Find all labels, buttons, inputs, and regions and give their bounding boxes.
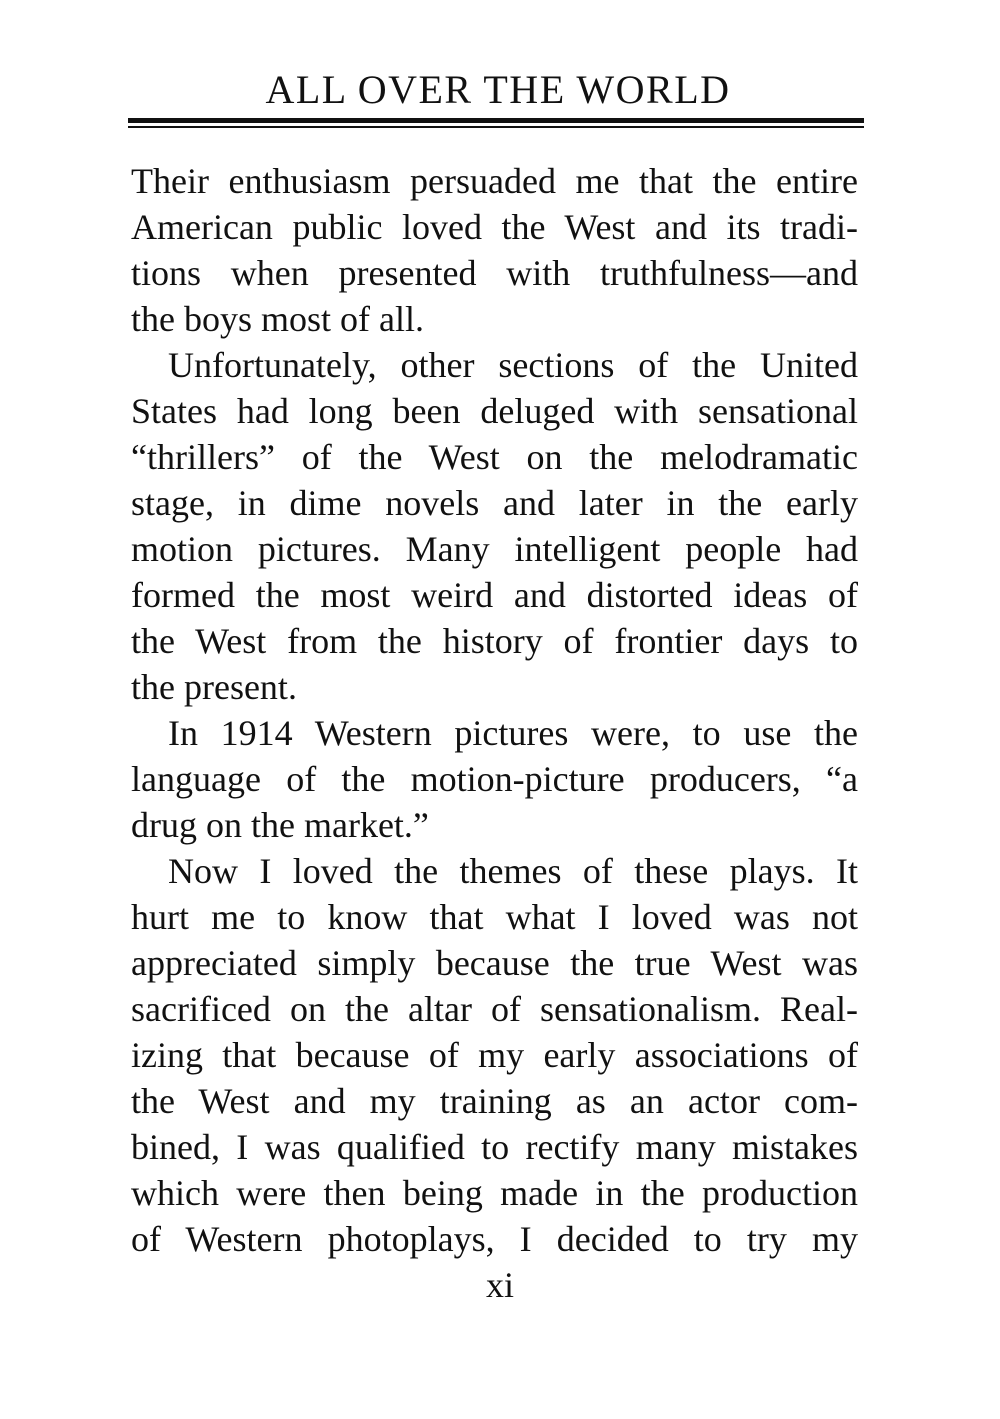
text-line: which were then being made in the production [131, 1173, 858, 1213]
text-line: formed the most weird and distorted ideas of [131, 575, 858, 615]
text-line: appreciated simply because the true West was [131, 943, 858, 983]
text-line: the present. [131, 667, 297, 707]
header-rule-thick [128, 118, 864, 123]
header-rule-thin [128, 126, 864, 128]
text-line: sacrificed on the altar of sensationalism. Real- [131, 989, 858, 1029]
text-line: bined, I was qualified to rectify many mistakes [131, 1127, 858, 1167]
text-line: Now I loved the themes of these plays. It [168, 851, 858, 891]
text-line: motion pictures. Many intelligent people had [131, 529, 858, 569]
text-line: Their enthusiasm persuaded me that the entire [131, 161, 858, 201]
text-line: hurt me to know that what I loved was not [131, 897, 858, 937]
text-line: the boys most of all. [131, 299, 424, 339]
text-line: the West and my training as an actor com- [131, 1081, 858, 1121]
text-line: “thrillers” of the West on the melodramatic [131, 437, 858, 477]
running-head: ALL OVER THE WORLD [265, 67, 731, 112]
text-line: tions when presented with truthfulness—and [131, 253, 858, 293]
page-number: xi [485, 1265, 514, 1305]
text-line: American public loved the West and its tradi- [131, 207, 858, 247]
text-line: language of the motion-picture producers, “a [131, 759, 858, 799]
text-line: of Western photoplays, I decided to try my [131, 1219, 858, 1259]
text-line: drug on the market.” [131, 805, 429, 845]
text-line: In 1914 Western pictures were, to use the [168, 713, 858, 753]
text-line: Unfortunately, other sections of the United [168, 345, 858, 385]
text-line: izing that because of my early associations of [131, 1035, 858, 1075]
text-line: States had long been deluged with sensational [131, 391, 858, 431]
text-line: the West from the history of frontier days to [131, 621, 858, 661]
text-line: stage, in dime novels and later in the early [131, 483, 858, 523]
